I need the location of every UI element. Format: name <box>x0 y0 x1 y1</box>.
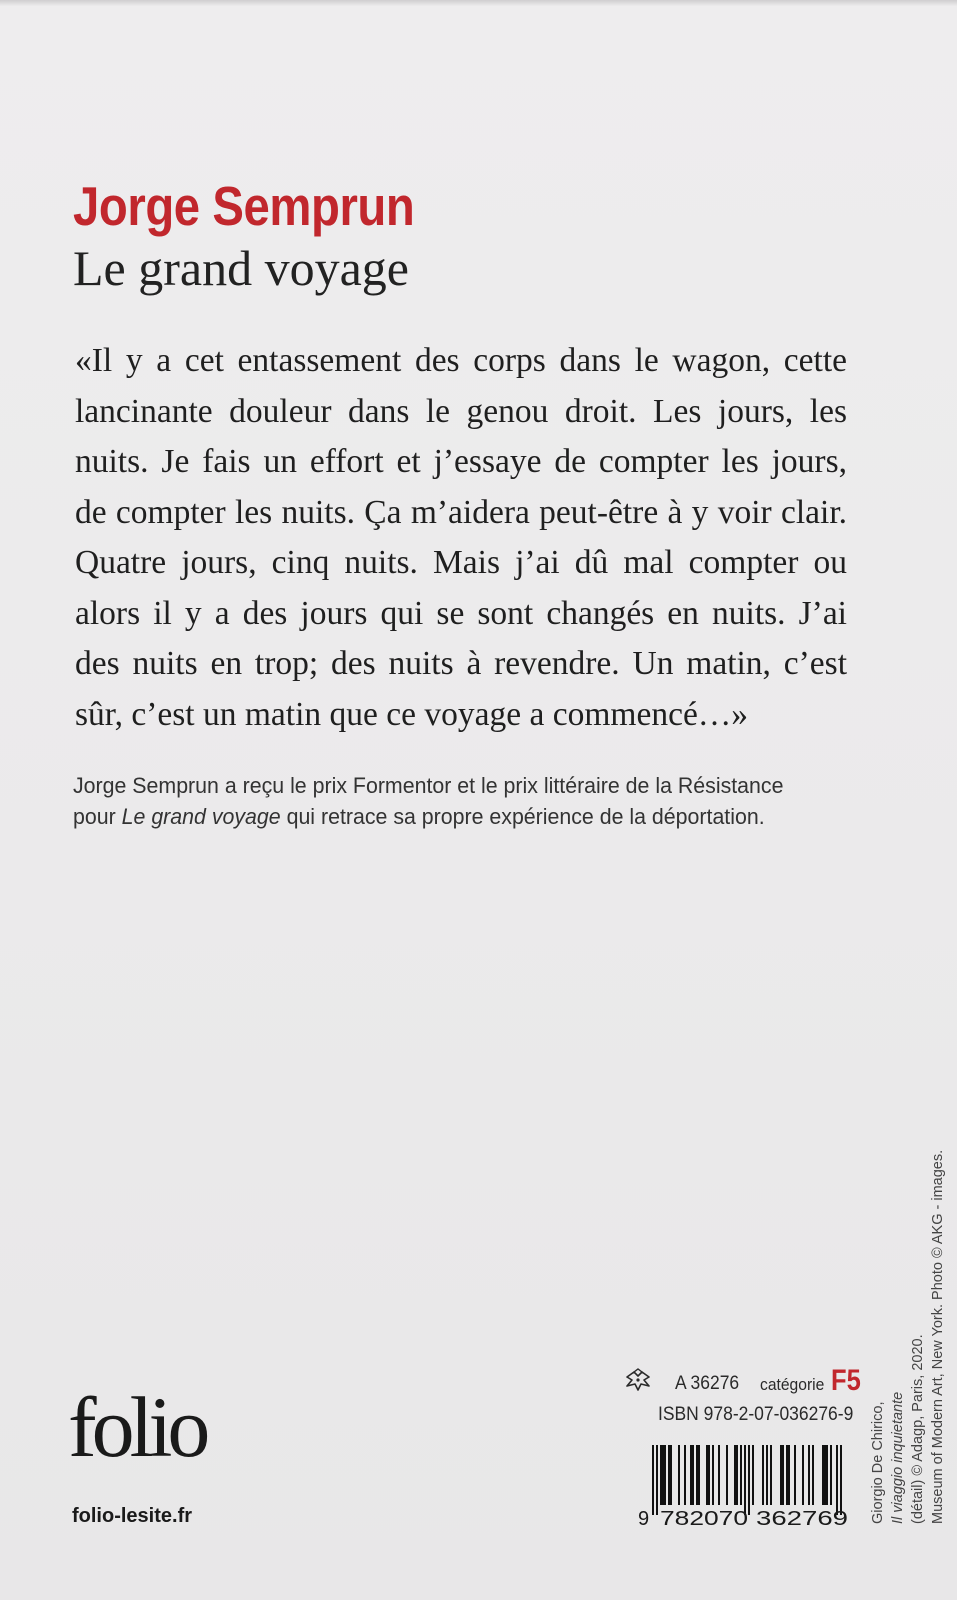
credit-text: Giorgio De Chirico, <box>870 1401 886 1524</box>
barcode-bar <box>782 1445 784 1505</box>
credit-line <box>868 1064 928 1524</box>
barcode-right-digits: 362769 <box>756 1508 848 1527</box>
barcode-bar <box>788 1445 790 1505</box>
quote-line: de compter les nuits. Ça m’aidera peut-être à y voir clair. <box>75 493 847 531</box>
cover-top-edge <box>0 0 957 6</box>
barcode-bar <box>822 1445 824 1505</box>
publisher-website: folio-lesite.fr <box>72 1505 193 1527</box>
barcode-bar <box>690 1445 692 1505</box>
barcode-bar <box>670 1445 672 1505</box>
quote-line: nuits. Je fais un effort et j’essaye de compter les jours, <box>75 443 847 480</box>
barcode-bar <box>706 1445 708 1505</box>
isbn-barcode <box>638 1445 858 1527</box>
barcode-bar <box>780 1445 782 1505</box>
barcode-bar <box>752 1445 754 1505</box>
barcode-left-digits: 782070 <box>660 1508 748 1527</box>
barcode-bar <box>762 1445 764 1505</box>
barcode-bar <box>808 1445 810 1505</box>
barcode-bar <box>684 1445 686 1505</box>
barcode-bar <box>696 1445 698 1505</box>
barcode-bar <box>840 1445 842 1515</box>
barcode-bar <box>664 1445 666 1505</box>
barcode-bar <box>734 1445 736 1505</box>
barcode-bar <box>748 1445 750 1515</box>
barcode-bar <box>824 1445 826 1505</box>
barcode-bar <box>812 1445 814 1505</box>
blurb-line <box>73 801 839 832</box>
author-name: Jorge Semprun <box>73 175 415 237</box>
barcode-bar <box>656 1445 658 1515</box>
back-cover-quote <box>75 336 847 740</box>
barcode-bar <box>830 1445 832 1505</box>
barcode-bar <box>712 1445 714 1505</box>
award-blurb <box>73 770 839 832</box>
barcode-first-digit: 9 <box>638 1508 650 1527</box>
quote-line: alors il y a des jours qui se sont changés en nuits. J’ai <box>75 594 847 632</box>
barcode-bar <box>718 1445 720 1505</box>
quote-line: «Il y a cet entassement des corps dans le wagon, cette <box>75 342 847 379</box>
book-title: Le grand voyage <box>73 240 409 296</box>
barcode-bar <box>692 1445 694 1505</box>
category-value: F5 <box>831 1364 861 1397</box>
quote-line: lancinante douleur dans le genou droit. Les jours, les <box>75 392 847 430</box>
barcode-bar <box>836 1445 838 1515</box>
barcode-bar <box>770 1445 772 1505</box>
barcode-bar <box>726 1445 728 1505</box>
barcode-bar <box>708 1445 710 1505</box>
barcode-bar <box>740 1445 742 1505</box>
product-code-row <box>623 1364 863 1400</box>
blurb-book-title: Le grand voyage <box>121 804 281 829</box>
illustration-credit <box>868 1064 946 1524</box>
barcode-bar <box>744 1445 746 1515</box>
quote-line: des nuits en trop; des nuits à revendre. Un matin, c’est <box>75 645 847 682</box>
blurb-text: qui retrace sa propre expérience de la déportation. <box>280 804 765 829</box>
blurb-line: Jorge Semprun a reçu le prix Formentor et le prix littéraire de la Résistance <box>73 773 784 798</box>
barcode-bar <box>698 1445 700 1505</box>
folio-logo: folio <box>68 1379 206 1475</box>
product-code: A 36276 <box>675 1373 740 1394</box>
barcode-bar <box>662 1445 664 1505</box>
quote-line: Quatre jours, cinq nuits. Mais j’ai dû mal compter ou <box>75 544 847 581</box>
barcode-bar <box>678 1445 680 1505</box>
barcode-bar <box>802 1445 804 1505</box>
barcode-bar <box>826 1445 828 1505</box>
gallimard-pheasant-icon <box>623 1368 653 1394</box>
credit-line: Museum of Modern Art, New York. Photo © AKG - images. <box>930 1149 946 1524</box>
blurb-text: pour <box>73 804 122 829</box>
barcode-bar <box>668 1445 670 1505</box>
barcode-bar <box>794 1445 796 1505</box>
barcode-bar <box>766 1445 768 1505</box>
barcode-bar <box>736 1445 738 1505</box>
barcode-bar <box>786 1445 788 1505</box>
category-label: catégorie <box>760 1375 825 1394</box>
isbn-number: ISBN 978-2-07-036276-9 <box>658 1404 854 1425</box>
credit-text: (détail) © Adagp, Paris, 2020. <box>910 1334 926 1524</box>
barcode-bar <box>652 1445 654 1515</box>
barcode-bars <box>652 1445 842 1515</box>
quote-line: sûr, c’est un matin que ce voyage a commencé…» <box>75 695 749 733</box>
barcode-bar <box>660 1445 662 1505</box>
credit-artwork-title: Il viaggio inquietante <box>890 1391 906 1524</box>
